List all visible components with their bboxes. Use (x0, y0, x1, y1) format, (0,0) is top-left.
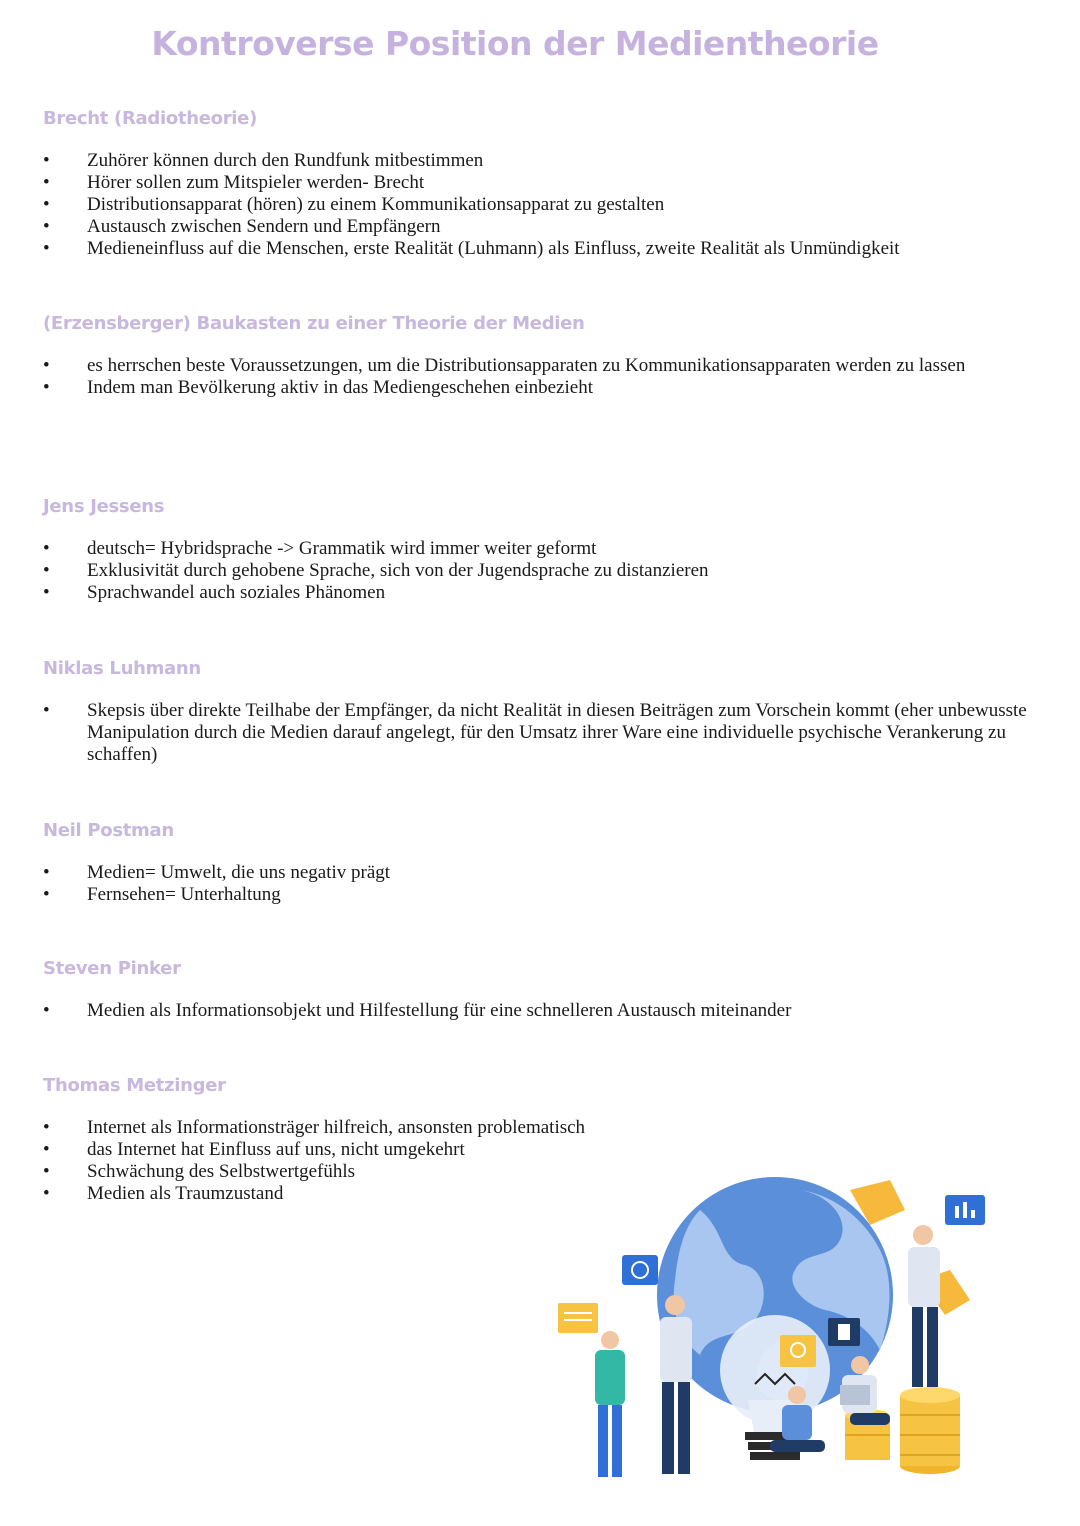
bullet-icon: • (43, 1117, 50, 1138)
list-item-text: Medien als Traumzustand (87, 1183, 284, 1204)
list-item-text: Sprachwandel auch soziales Phänomen (87, 582, 386, 603)
bullet-icon: • (43, 700, 50, 721)
section-heading: Thomas Metzinger (43, 1075, 226, 1096)
section-steven-pinker (43, 958, 1063, 1022)
list-item-text: Medien als Informationsobjekt und Hilfestellung für eine schnelleren Austausch miteinander (87, 1000, 792, 1021)
section-heading: Brecht (Radiotheorie) (43, 108, 257, 129)
bullet-icon: • (43, 1161, 50, 1182)
bullet-icon: • (43, 582, 50, 603)
list-item-text: Distributionsapparat (hören) zu einem Kommunikationsapparat zu gestalten (87, 194, 665, 215)
list-item-text: Austausch zwischen Sendern und Empfängern (87, 216, 441, 237)
list-item-text: Indem man Bevölkerung aktiv in das Mediengeschehen einbezieht (87, 377, 593, 398)
bullet-icon: • (43, 377, 50, 398)
bullet-icon: • (43, 1183, 50, 1204)
section-heading: Niklas Luhmann (43, 658, 201, 679)
section-niklas-luhmann (43, 658, 1063, 766)
list-item (43, 538, 1063, 560)
list-item-text: Hörer sollen zum Mitspieler werden- Brecht (87, 172, 425, 193)
list-item-text: es herrschen beste Voraussetzungen, um die Distributionsapparaten zu Kommunikationsapparaten werden zu lassen (87, 355, 966, 376)
bullet-icon: • (43, 150, 50, 171)
bullet-icon: • (43, 238, 50, 259)
bullet-list (43, 700, 1063, 766)
bullet-icon: • (43, 538, 50, 559)
section-neil-postman (43, 820, 1063, 906)
bullet-icon: • (43, 1139, 50, 1160)
chess-badge-icon (828, 1318, 860, 1346)
bullet-list (43, 1000, 1063, 1022)
timer-badge-icon (622, 1255, 658, 1285)
section-heading: Jens Jessens (43, 496, 165, 517)
bullet-icon: • (43, 560, 50, 581)
bullet-icon: • (43, 194, 50, 215)
list-item (43, 377, 1063, 399)
section-brecht (43, 108, 1063, 260)
list-item (43, 355, 1063, 377)
list-item (43, 150, 1063, 172)
bullet-list (43, 862, 1063, 906)
list-item (43, 1139, 1063, 1161)
bullet-icon: • (43, 862, 50, 883)
list-item (43, 194, 1063, 216)
message-badge-icon (558, 1303, 598, 1333)
bullet-list (43, 355, 1063, 399)
bullet-list (43, 150, 1063, 260)
list-item (43, 238, 1063, 260)
list-item-text: Schwächung des Selbstwertgefühls (87, 1161, 356, 1182)
list-item (43, 216, 1063, 238)
section-heading: Steven Pinker (43, 958, 181, 979)
list-item-text: Internet als Informationsträger hilfreich, ansonsten problematisch (87, 1117, 586, 1138)
bullet-icon: • (43, 1000, 50, 1021)
list-item-text: Zuhörer können durch den Rundfunk mitbestimmen (87, 150, 484, 171)
section-heading: Neil Postman (43, 820, 174, 841)
idea-badge-icon (780, 1335, 816, 1367)
list-item-text: deutsch= Hybridsprache -> Grammatik wird immer weiter geformt (87, 538, 597, 559)
bullet-icon: • (43, 884, 50, 905)
bullet-icon: • (43, 172, 50, 193)
bullet-icon: • (43, 355, 50, 376)
section-jens-jessens (43, 496, 1063, 604)
list-item-text: Exklusivität durch gehobene Sprache, sich von der Jugendsprache zu distanzieren (87, 560, 709, 581)
list-item (43, 172, 1063, 194)
list-item (43, 700, 1063, 766)
list-item-text: Medien= Umwelt, die uns negativ prägt (87, 862, 391, 883)
person-standing-right (908, 1225, 940, 1387)
list-item (43, 1000, 1063, 1022)
list-item (43, 1117, 1063, 1139)
list-item-text: Fernsehen= Unterhaltung (87, 884, 281, 905)
list-item-text: Skepsis über direkte Teilhabe der Empfänger, da nicht Realität in diesen Beiträgen zum Vorschein kommt (eher unbewusste Manipulation durch die Medien darauf angelegt, für den Umsatz ihrer Ware eine individuelle psychische Verankerung zu schaffen) (87, 700, 1027, 765)
person-left (595, 1331, 625, 1477)
list-item (43, 884, 1063, 906)
list-item (43, 862, 1063, 884)
section-erzensberger (43, 313, 1063, 399)
list-item (43, 560, 1063, 582)
page-title: Kontroverse Position der Medientheorie (151, 24, 879, 63)
bullet-list (43, 538, 1063, 604)
media-illustration (550, 1170, 1000, 1490)
list-item (43, 582, 1063, 604)
chart-badge-icon (945, 1195, 985, 1225)
list-item-text: Medieneinfluss auf die Menschen, erste Realität (Luhmann) als Einfluss, zweite Realität als Unmündigkeit (87, 238, 900, 259)
bullet-icon: • (43, 216, 50, 237)
list-item-text: das Internet hat Einfluss auf uns, nicht umgekehrt (87, 1139, 465, 1160)
section-heading: (Erzensberger) Baukasten zu einer Theorie der Medien (43, 313, 585, 334)
person-center (660, 1295, 692, 1474)
